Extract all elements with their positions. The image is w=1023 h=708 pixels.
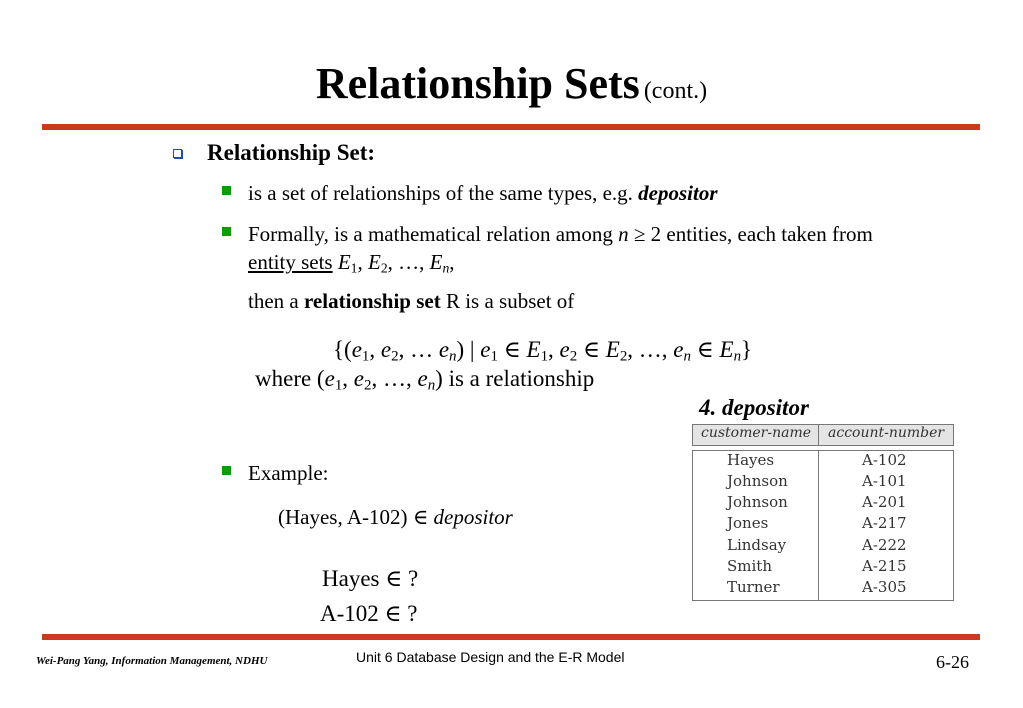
title-main: Relationship Sets [315,59,640,108]
table-cell: A-217 [862,514,907,532]
sub-2: 2 [380,260,388,276]
table-cell: Lindsay [727,536,787,554]
sub-2: 2 [364,377,372,394]
dots: , …, [627,337,674,362]
hollow-square-bullet-icon [173,149,182,158]
square-bullet-icon [222,466,231,475]
var-E: E [337,250,351,274]
title-cont: (cont.) [643,78,708,104]
section-heading: Relationship Set: [207,140,376,165]
table-cell: A-201 [862,493,907,511]
title-rule [42,124,980,130]
bullet-1-emph: depositor [638,181,718,205]
table-cell: A-215 [862,557,907,575]
bullet-2-text-a: Formally, is a mathematical relation among [248,222,619,246]
example-emph: depositor [433,505,513,529]
square-bullet-icon [222,227,231,236]
table-cell: Hayes [727,451,775,469]
table-cell: Johnson [727,472,788,490]
var-e: e [324,366,335,391]
bullet-2-text-b: ≥ 2 entities, each taken from [628,222,873,246]
sub-2: 2 [569,348,578,365]
where-a: where ( [255,366,325,391]
var-e: e [559,337,570,362]
bullet-2-line-1 [248,222,873,247]
question-2: A-102 ∈ ? [320,601,418,626]
sub-n: n [733,348,742,365]
dots: , …, [387,250,430,274]
relationship-set-term: relationship set [303,289,441,313]
table-cell: Johnson [727,493,788,511]
sub-n: n [442,260,450,276]
bullet-2-line-2: entity sets $E_1$, $E_2$, …, $E_n$, [248,250,455,276]
table-cell: A-102 [862,451,907,469]
table-cell: A-222 [862,536,907,554]
sub-1: 1 [350,260,358,276]
header-divider [818,424,819,446]
comma: , [369,337,381,362]
var-n: n [618,222,629,246]
table-cell: A-101 [862,472,907,490]
formula-open: {( [333,337,352,362]
square-bullet-icon [222,186,231,195]
element-of: ∈ [497,337,527,362]
sub-n: n [427,377,436,394]
table-cell: Smith [727,557,772,575]
question-1: Hayes ∈ ? [322,566,419,591]
dots: , …, [371,366,418,391]
header-account-number: account-number [828,425,945,441]
body-divider [818,450,819,601]
var-e: e [417,366,428,391]
slide-title [0,58,1023,109]
formula-close: } [741,337,753,362]
sub-2: 2 [619,348,628,365]
var-E: E [719,337,734,362]
sub-n: n [683,348,691,365]
where-b: ) is a relationship [435,366,595,391]
set-formula [333,337,752,366]
footer-author: Wei-Pang Yang, Information Management, NDHU [36,655,268,667]
var-e: e [673,337,684,362]
var-e: e [353,366,365,391]
var-E: E [429,250,443,274]
sub-1: 1 [490,348,498,365]
bullet-1 [248,181,718,206]
sub-2: 2 [391,348,399,365]
then-a: then a [248,289,304,313]
element-of: ∈ [690,337,720,362]
header-customer-name: customer-name [701,425,812,441]
footer-rule [42,634,980,640]
comma: , [342,366,354,391]
sub-1: 1 [334,377,343,394]
var-E: E [526,337,541,362]
table-label: 4. depositor [699,395,809,420]
footer-unit: Unit 6 Database Design and the E-R Model [356,649,625,665]
var-e: e [351,337,362,362]
sub-n: n [449,348,457,365]
footer-page-number: 6-26 [936,652,969,672]
dots: , … [398,337,439,362]
entity-sets-term: entity sets [248,250,333,274]
example-label: Example: [248,461,329,485]
var-e: e [438,337,450,362]
table-cell: Jones [727,514,769,532]
var-E: E [367,250,381,274]
element-of: ∈ [577,337,606,362]
table-cell: A-305 [862,578,907,596]
example-text: (Hayes, A-102) ∈ [278,505,434,529]
bullet-2-line-3 [248,289,574,314]
bullet-1-text: is a set of relationships of the same types, e.g. [248,181,639,205]
sub-1: 1 [540,348,549,365]
table-cell: Turner [727,578,780,596]
then-b: R is a subset of [440,289,575,313]
example-membership [278,505,513,530]
var-e: e [480,337,491,362]
sub-1: 1 [361,348,370,365]
such-that: ) | [456,337,481,362]
var-E: E [605,337,620,362]
formula-where [255,366,594,395]
comma: , [548,337,560,362]
var-e: e [380,337,392,362]
